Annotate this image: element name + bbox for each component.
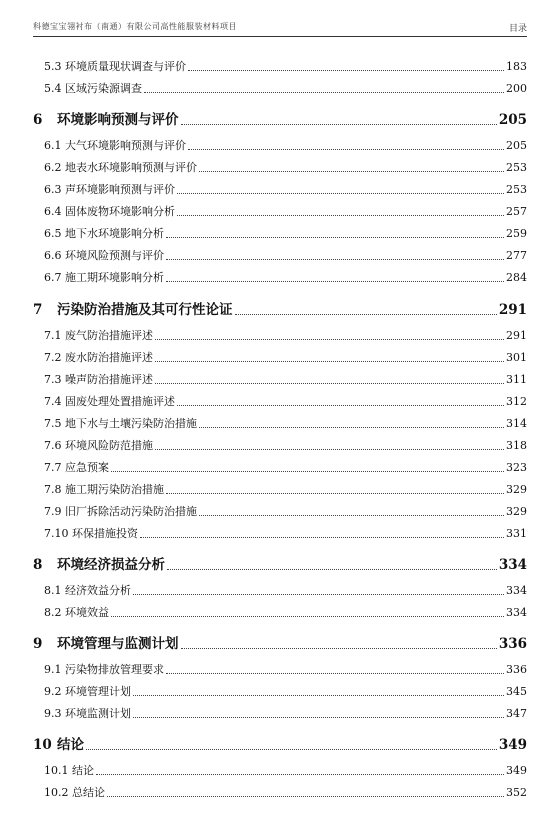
toc-page-number: 205 (506, 139, 527, 152)
toc-page-number: 291 (506, 329, 527, 342)
toc-chapter-row[interactable] (33, 733, 527, 753)
toc-page-number: 349 (498, 737, 527, 753)
toc-page-number: 331 (506, 527, 527, 540)
dot-leader (86, 748, 497, 750)
toc-page-number: 284 (506, 271, 527, 284)
dot-leader (188, 148, 504, 150)
toc-section-row[interactable] (33, 269, 527, 285)
dot-leader (166, 672, 504, 674)
toc-section-row[interactable] (33, 582, 527, 598)
toc-entry-label: 7.3 噪声防治措施评述 (44, 373, 153, 386)
toc-section-row[interactable] (33, 683, 527, 699)
toc-page-number: 301 (506, 351, 527, 364)
toc-page-number: 334 (506, 584, 527, 597)
dot-leader (133, 716, 504, 718)
toc-section-row[interactable] (33, 481, 527, 497)
toc-page-number: 277 (506, 249, 527, 262)
toc-entry-label: 7.6 环境风险防范措施 (44, 439, 153, 452)
toc-entry-label: 9.2 环境管理计划 (44, 685, 131, 698)
toc-section-row[interactable] (33, 415, 527, 431)
dot-leader (111, 615, 504, 617)
dot-leader (111, 470, 504, 472)
toc-section-row[interactable] (33, 762, 527, 778)
toc-page-number: 323 (506, 461, 527, 474)
toc-section-row[interactable] (33, 705, 527, 721)
toc-entry-label: 5.4 区域污染源调查 (44, 82, 142, 95)
toc-page-number: 259 (506, 227, 527, 240)
dot-leader (166, 236, 504, 238)
toc-page-number: 253 (506, 161, 527, 174)
dot-leader (133, 593, 504, 595)
dot-leader (177, 404, 504, 406)
toc-section-row[interactable] (33, 159, 527, 175)
toc-entry-label: 9.1 污染物排放管理要求 (44, 663, 164, 676)
toc-page-number: 329 (506, 505, 527, 518)
toc-entry-label: 7.9 旧厂拆除活动污染防治措施 (44, 505, 197, 518)
toc-entry-label: 6.3 声环境影响预测与评价 (44, 183, 175, 196)
dot-leader (188, 69, 504, 71)
dot-leader (96, 773, 504, 775)
toc-section-row[interactable] (33, 503, 527, 519)
toc-section-row[interactable] (33, 225, 527, 241)
dot-leader (155, 338, 504, 340)
toc-entry-label: 10.2 总结论 (44, 786, 105, 799)
toc-section-row[interactable] (33, 181, 527, 197)
toc-page-number: 329 (506, 483, 527, 496)
toc-page-number: 257 (506, 205, 527, 218)
dot-leader (144, 91, 504, 93)
toc-entry-label: 6.7 施工期环境影响分析 (44, 271, 164, 284)
toc-entry-label: 7.1 废气防治措施评述 (44, 329, 153, 342)
dot-leader (166, 280, 504, 282)
toc-entry-label: 6.6 环境风险预测与评价 (44, 249, 164, 262)
toc-section-row[interactable] (33, 604, 527, 620)
toc-page-number: 336 (506, 663, 527, 676)
dot-leader (140, 536, 504, 538)
toc-page-number: 345 (506, 685, 527, 698)
toc-section-row[interactable] (33, 661, 527, 677)
toc-section-row[interactable] (33, 525, 527, 541)
document-title: 科德宝宝翎衬布（南通）有限公司高性能服装材料项目 (33, 22, 237, 31)
toc-section-row[interactable] (33, 327, 527, 343)
dot-leader (181, 647, 497, 649)
toc-page-number: 347 (506, 707, 527, 720)
toc-chapter-row[interactable] (33, 298, 527, 318)
dot-leader (107, 795, 504, 797)
toc-entry-label: 环境影响预测与评价 (57, 112, 179, 128)
toc-page-number: 349 (506, 764, 527, 777)
toc-entry-label: 7.7 应急预案 (44, 461, 109, 474)
toc-entry-label: 9.3 环境监测计划 (44, 707, 131, 720)
toc-entry-label: 6.2 地表水环境影响预测与评价 (44, 161, 197, 174)
toc-section-row[interactable] (33, 203, 527, 219)
toc-section-row[interactable] (33, 371, 527, 387)
dot-leader (199, 426, 504, 428)
toc-section-row[interactable] (33, 247, 527, 263)
dot-leader (177, 214, 504, 216)
toc-entry-label: 环境管理与监测计划 (57, 636, 179, 652)
toc-section-row[interactable] (33, 349, 527, 365)
toc-page-number: 336 (498, 636, 527, 652)
toc-section-row[interactable] (33, 784, 527, 800)
toc-section-row[interactable] (33, 80, 527, 96)
toc-page-number: 334 (506, 606, 527, 619)
toc-entry-label: 结论 (57, 737, 84, 753)
toc-entry-label: 8.1 经济效益分析 (44, 584, 131, 597)
dot-leader (181, 123, 497, 125)
toc-page-number: 183 (506, 60, 527, 73)
toc-section-row[interactable] (33, 437, 527, 453)
toc-entry-label: 7.8 施工期污染防治措施 (44, 483, 164, 496)
toc-chapter-number: 9 (33, 636, 43, 652)
toc-section-row[interactable] (33, 58, 527, 74)
toc-page-number: 311 (506, 373, 527, 386)
toc-page-number: 314 (506, 417, 527, 430)
toc-chapter-row[interactable] (33, 108, 527, 128)
dot-leader (155, 382, 504, 384)
toc-page-number: 352 (506, 786, 527, 799)
toc-entry-label: 6.1 大气环境影响预测与评价 (44, 139, 186, 152)
toc-section-row[interactable] (33, 459, 527, 475)
toc-entry-label: 5.3 环境质量现状调查与评价 (44, 60, 186, 73)
toc-chapter-number: 8 (33, 557, 43, 573)
page-header (33, 16, 527, 37)
toc-entry-label: 6.4 固体废物环境影响分析 (44, 205, 175, 218)
dot-leader (177, 192, 504, 194)
dot-leader (167, 568, 497, 570)
toc-entry-label: 环境经济损益分析 (57, 557, 165, 573)
toc-chapter-row[interactable] (33, 553, 527, 573)
dot-leader (199, 170, 504, 172)
dot-leader (199, 514, 504, 516)
toc-entry-label: 7.4 固废处理处置措施评述 (44, 395, 175, 408)
dot-leader (166, 492, 504, 494)
toc-entry-label: 7.10 环保措施投资 (44, 527, 138, 540)
toc-page-number: 253 (506, 183, 527, 196)
toc-section-row[interactable] (33, 393, 527, 409)
dot-leader (166, 258, 504, 260)
toc-page-number: 205 (498, 112, 527, 128)
section-label: 目录 (508, 24, 527, 34)
toc-chapter-number: 7 (33, 302, 43, 318)
toc-chapter-number: 10 (33, 737, 52, 753)
dot-leader (155, 448, 504, 450)
dot-leader (133, 694, 504, 696)
toc-chapter-row[interactable] (33, 632, 527, 652)
toc-section-row[interactable] (33, 137, 527, 153)
toc-entry-label: 污染防治措施及其可行性论证 (57, 302, 233, 318)
toc-entry-label: 8.2 环境效益 (44, 606, 109, 619)
toc-entry-label: 6.5 地下水环境影响分析 (44, 227, 164, 240)
toc-page-number: 334 (498, 557, 527, 573)
toc-page-number: 312 (506, 395, 527, 408)
toc-entry-label: 7.5 地下水与土壤污染防治措施 (44, 417, 197, 430)
toc-chapter-number: 6 (33, 112, 43, 128)
dot-leader (235, 313, 497, 315)
toc-entry-label: 7.2 废水防治措施评述 (44, 351, 153, 364)
toc-page-number: 318 (506, 439, 527, 452)
toc-page-number: 200 (506, 82, 527, 95)
toc-entry-label: 10.1 结论 (44, 764, 94, 777)
toc-page-number: 291 (498, 302, 527, 318)
dot-leader (155, 360, 504, 362)
